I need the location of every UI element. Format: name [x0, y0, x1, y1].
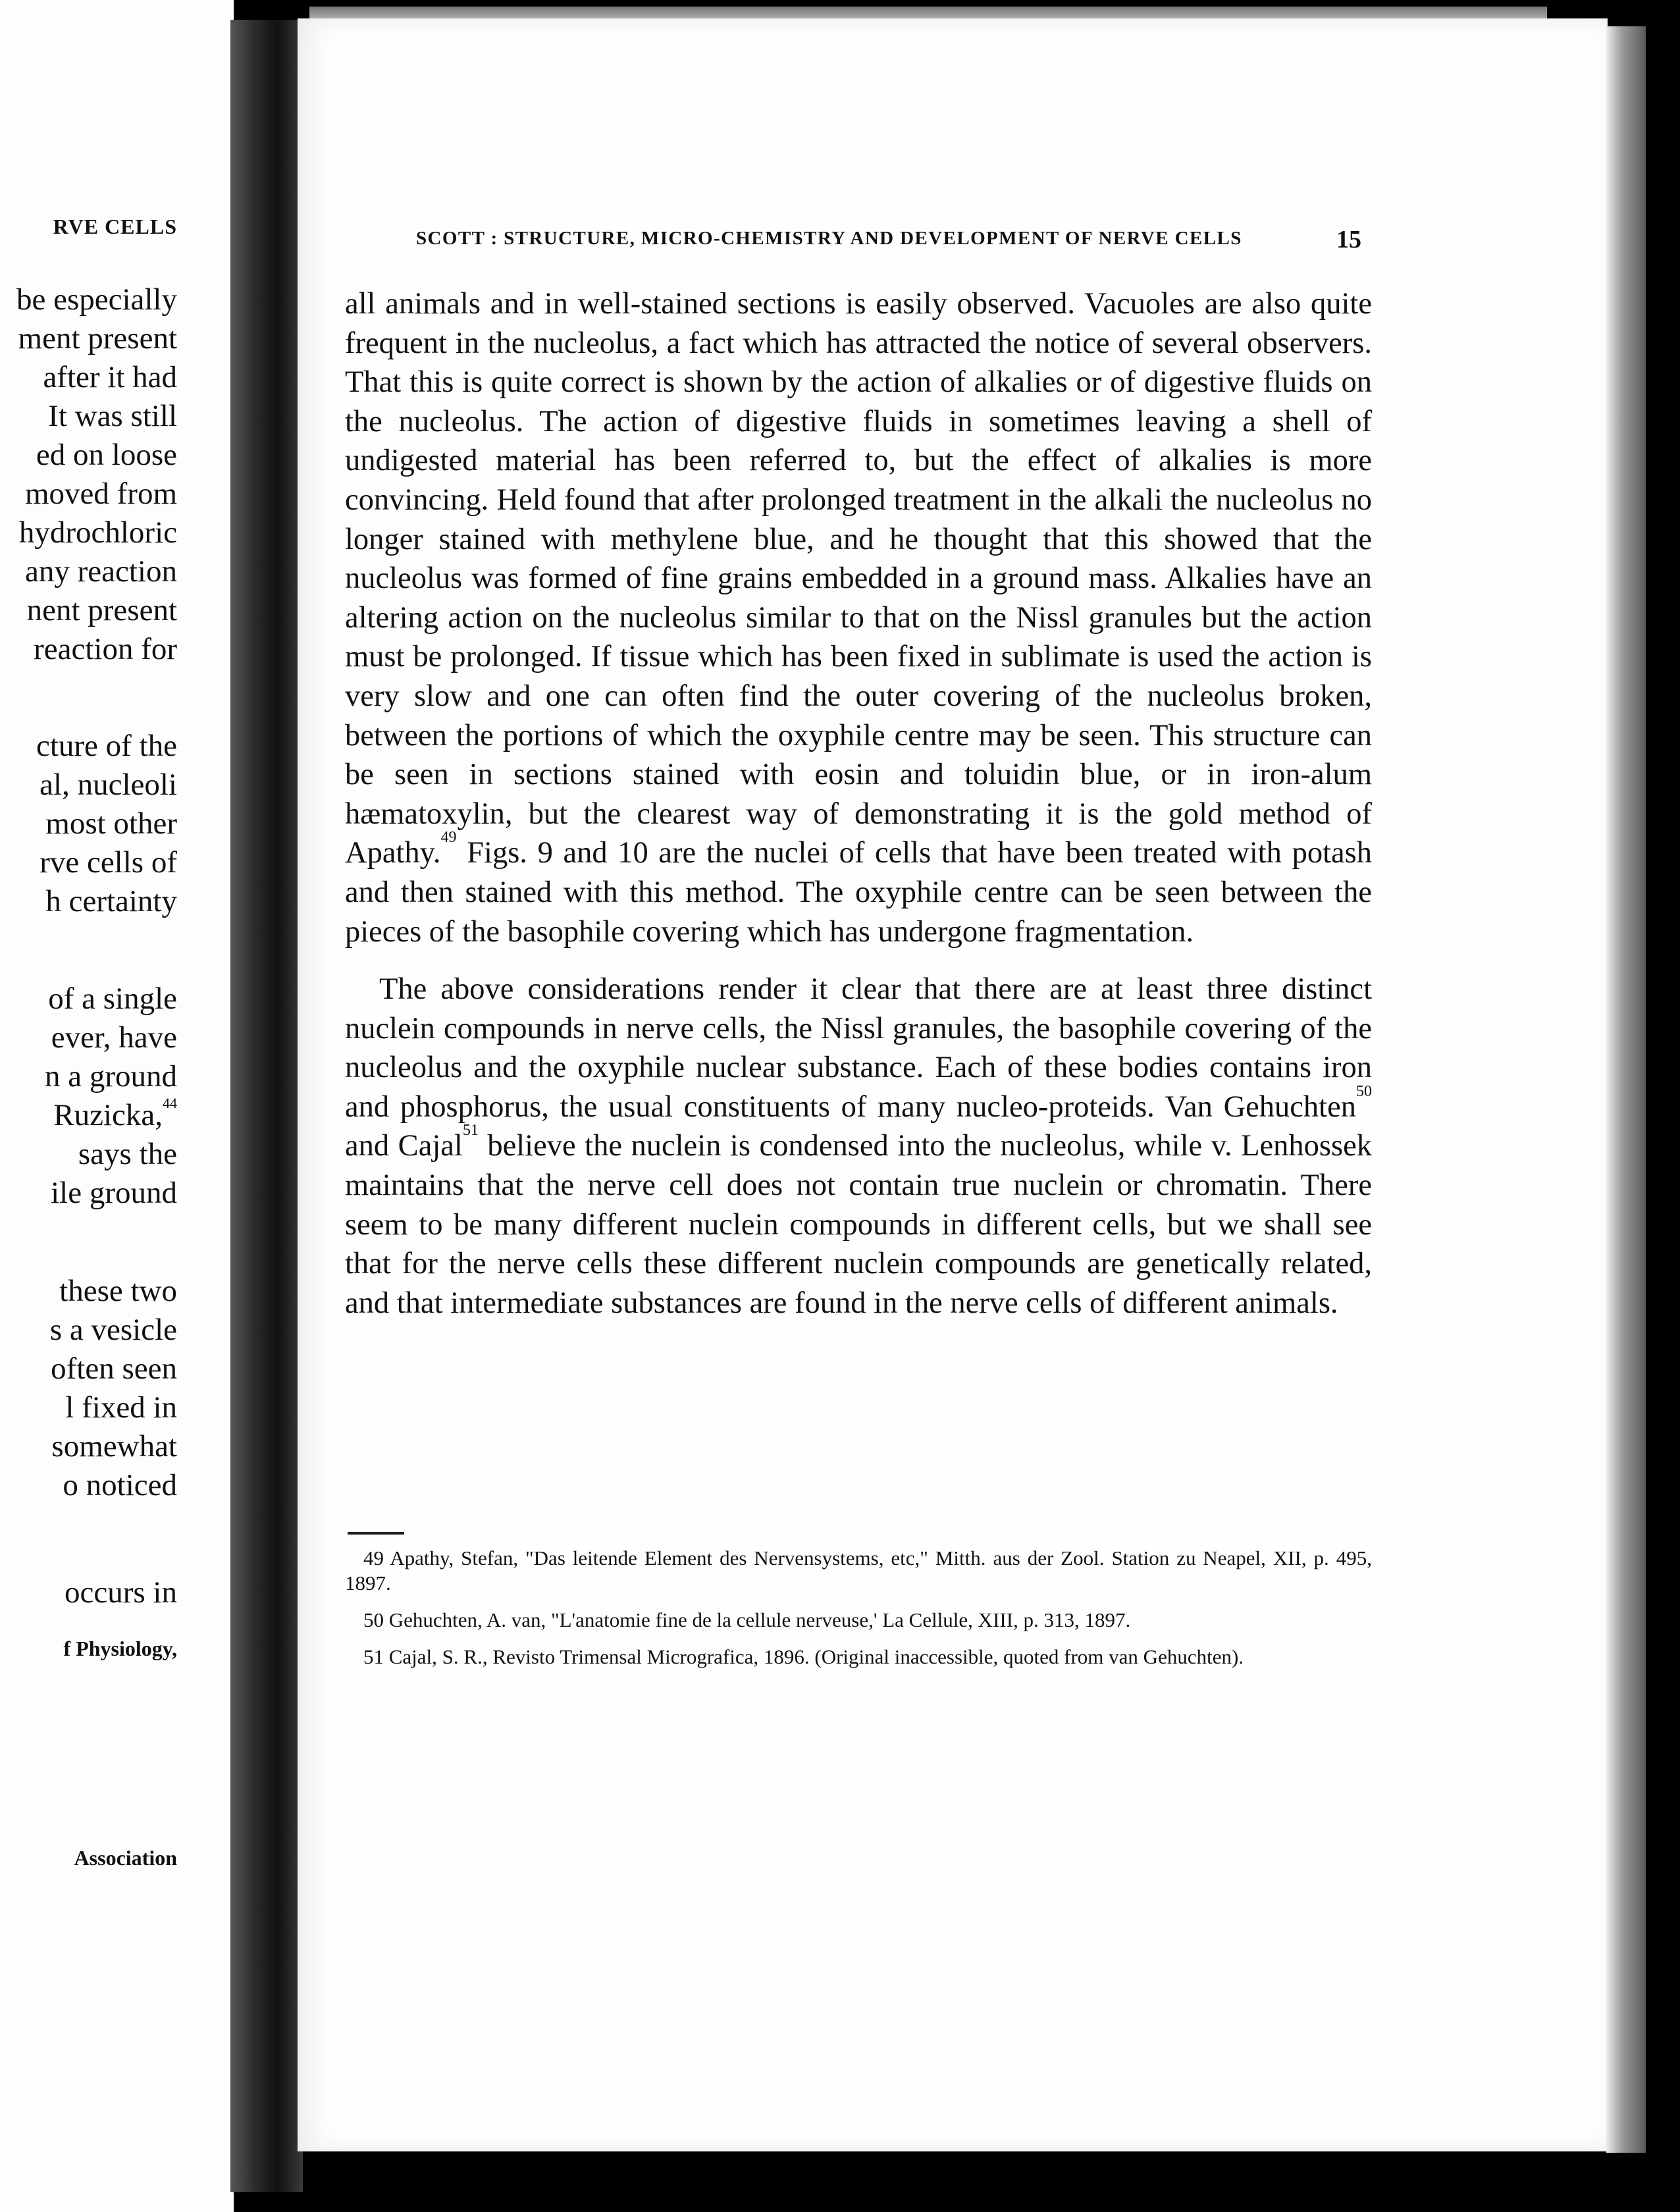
left-text-line: It was still — [48, 399, 177, 433]
left-bottom-fragment: Association — [74, 1846, 177, 1870]
left-text-line: reaction for — [34, 632, 177, 666]
left-text-line: after it had — [43, 360, 177, 394]
footnotes — [345, 1546, 1372, 1681]
left-text-line: s a vesicle — [49, 1313, 177, 1347]
left-text-line: often seen — [51, 1352, 177, 1386]
left-text-line: these two — [59, 1274, 177, 1308]
footnote-ref-51: 51 — [462, 1122, 479, 1140]
left-text-line-ruzicka: Ruzicka,$^{44}$ — [53, 1095, 177, 1132]
left-text-line: ed on loose — [36, 438, 177, 472]
left-text-line: n a ground — [44, 1059, 177, 1093]
left-running-head-fragment: RVE CELLS — [53, 215, 177, 238]
book-gutter-shadow — [230, 20, 303, 2192]
left-text-line: of a single — [48, 982, 177, 1016]
left-text-line: nent present — [26, 593, 177, 627]
left-footnote-fragment: f Physiology, — [63, 1637, 177, 1660]
footnote-49: 49 Apathy, Stefan, "Das leitende Element des Nervensystems, etc," Mitth. aus der Zool. Station zu Neapel, XII, p. 495, 1897. — [345, 1546, 1372, 1594]
running-head: SCOTT : STRUCTURE, MICRO-CHEMISTRY AND DEVELOPMENT OF NERVE CELLS — [416, 228, 1242, 249]
left-text-line: somewhat — [51, 1429, 177, 1463]
body-text — [345, 284, 1372, 1323]
left-text-line: h certainty — [45, 884, 177, 918]
left-text-line: most other — [45, 806, 177, 841]
footnote-50: 50 Gehuchten, A. van, "L'anatomie fine de la cellule nerveuse,' La Cellule, XIII, p. 313, 1897. — [363, 1608, 1131, 1631]
left-text-line: ile ground — [51, 1176, 177, 1210]
footnote-ref-49: 49 — [440, 829, 457, 847]
left-text-line: ever, have — [51, 1020, 177, 1055]
paragraph-2: The above considerations render it clear that there are at least three distinct nuclein compounds in nerve cells, the Nissl granules, the basophile covering of the nucleolus and the oxyphile nuclear substance. Each of these bodies contains iron and phosphorus, the usual constituents of many nucleo-proteids. Van Gehuchten$^{50}$ and Cajal$^{51}$ believe the nuclein is condensed into the nucleolus, while v. Lenhossek maintains that the nerve cell does not contain true nuclein or chromatin. There seem to be many different nuclein compounds in different cells, but we shall see that for the nerve cells these different nuclein compounds are genetically related, and that intermediate substances are found in the nerve cells of different animals. — [345, 972, 1372, 1320]
left-text-line: occurs in — [65, 1575, 177, 1610]
left-text-line: o noticed — [63, 1468, 177, 1502]
paragraph-1: all animals and in well-stained sections is easily observed. Vacuoles are also quite frequent in the nucleolus, a fact which has attracted the notice of several observers. That this is quite correct is shown by the action of alkalies or of digestive fluids on the nucleolus. The action of digestive fluids in sometimes leaving a shell of undigested material has been referred to, but the effect of alkalies is more convincing. Held found that after prolonged treatment in the alkali the nucleolus no longer stained with methylene blue, and he thought that this showed that the nucleolus was formed of fine grains embedded in a ground mass. Alkalies have an altering action on the nucleolus similar to that on the Nissl granules but the action must be prolonged. If tissue which has been fixed in sublimate is used the action is very slow and one can often find the outer covering of the nucleolus broken, between the portions of which the oxyphile centre may be seen. This structure can be seen in sections stained with eosin and toluidin blue, or in iron-alum hæmatoxylin, but the clearest way of demonstrating it is the gold method of Apathy.$^{49}$ Figs. 9 and 10 are the nuclei of cells that have been treated with potash and then stained with this method. The oxyphile centre can be seen between the pieces of the basophile covering which has undergone fragmentation. — [345, 287, 1372, 949]
left-text-line: says the — [78, 1137, 177, 1171]
left-text-line: moved from — [24, 477, 177, 511]
left-text-line: l fixed in — [65, 1390, 177, 1425]
footnote-ref-50: 50 — [1356, 1082, 1372, 1100]
left-text-line: hydrochloric — [18, 515, 177, 550]
page-stack-edge — [1606, 26, 1646, 2153]
left-text-line: cture of the — [36, 729, 177, 763]
footnote-51: 51 Cajal, S. R., Revisto Trimensal Micrografica, 1896. (Original inaccessible, quoted from van Gehuchten). — [363, 1645, 1244, 1668]
left-text-line: rve cells of — [39, 845, 177, 880]
left-text-line: ment present — [18, 321, 177, 356]
left-text-line: al, nucleoli — [39, 768, 177, 802]
page-number: 15 — [1336, 226, 1361, 253]
left-text-line: any reaction — [25, 554, 177, 589]
left-page — [0, 0, 234, 2212]
footnote-separator — [348, 1532, 404, 1535]
left-text-line: be especially — [16, 282, 177, 317]
